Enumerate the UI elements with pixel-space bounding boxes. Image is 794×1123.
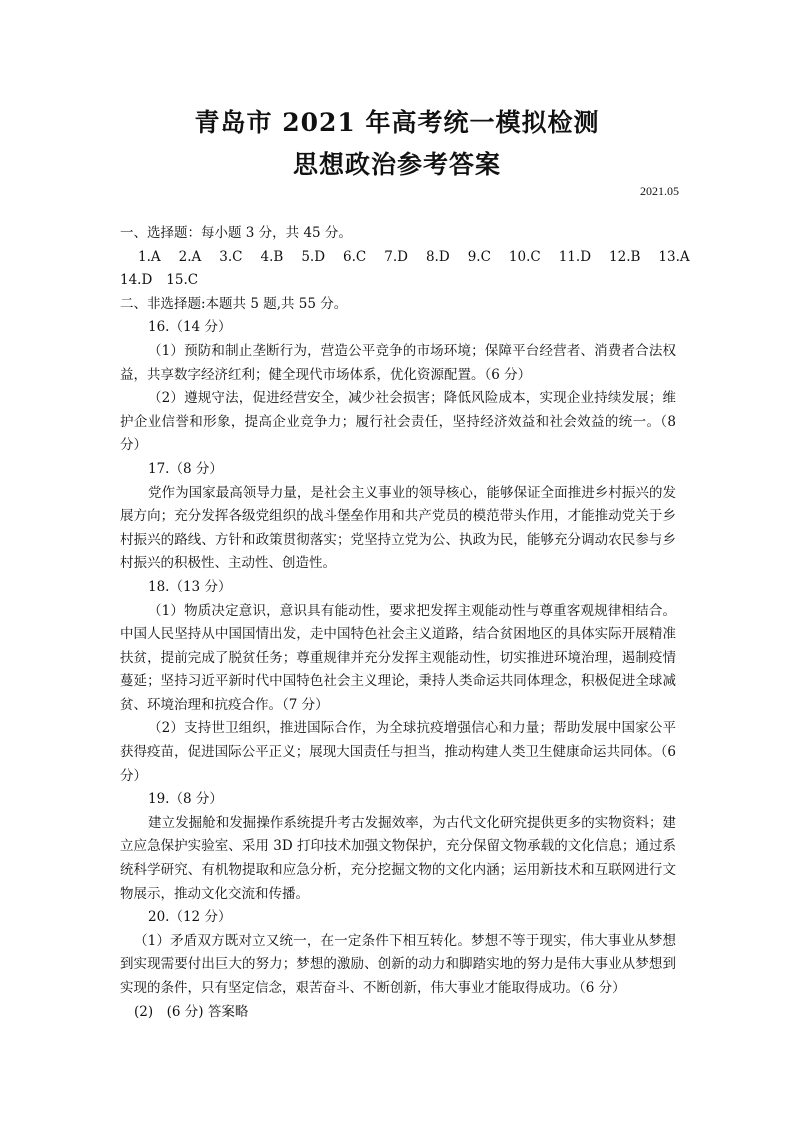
- q18-heading: 18.（13 分）: [148, 578, 232, 595]
- answer-item: 11.D: [558, 248, 592, 265]
- answer-item: 2.A: [178, 248, 202, 265]
- section2-heading: 二、非选择题:本题共 5 题,共 55 分。: [120, 295, 348, 312]
- answer-item: 15.C: [166, 272, 199, 289]
- answer-item: 3.C: [219, 248, 243, 265]
- q19-heading: 19.（8 分）: [148, 791, 223, 808]
- answer-item: 5.D: [301, 248, 326, 265]
- q17-heading: 17.（8 分）: [148, 460, 223, 477]
- answer-item: 1.A: [138, 248, 161, 265]
- section1-heading: 一、选择题：每小题 3 分，共 45 分。: [120, 225, 352, 241]
- answer-item: 13.A: [658, 248, 690, 265]
- answer-item: 4.B: [260, 248, 284, 265]
- q20-part2: (2) (6 分) 答案略: [134, 1003, 249, 1020]
- answer-item: 10.C: [508, 248, 541, 265]
- q16-heading: 16.（14 分）: [148, 319, 232, 336]
- q19-answer: 建立发掘舱和发掘操作系统提升考古发掘效率，为古代文化研究提供更多的实物资料；建立应急保护实验室、采用 3D 打印技术加强文物保护，充分保留文物承载的文化信息；通过系统科学研究、有机物提取和应急分析，充分挖掘文物的文化内涵；运用新技术和互联网进行文物展示，推动文化交流和传播。: [120, 814, 676, 902]
- answer-item: 9.C: [467, 248, 491, 265]
- q16-part1: （1）预防和制止垄断行为，营造公平竞争的市场环境；保障平台经营者、消费者合法权益，共享数字经济红利；健全现代市场体系，优化资源配置。（6 分）: [120, 342, 676, 383]
- q20-heading: 20.（12 分）: [148, 909, 232, 926]
- answer-item: 12.B: [609, 248, 641, 265]
- q18-part1: （1）物质决定意识，意识具有能动性，要求把发挥主观能动性与尊重客观规律相结合。中国人民坚持从中国国情出发，走中国特色社会主义道路，结合贫困地区的具体实际开展精准扶贫，提前完成了脱贫任务；尊重规律并充分发挥主观能动性，切实推进环境治理，遏制疫情蔓延；坚持习近平新时代中国特色社会主义理论，秉持人类命运共同体理念，积极促进全球减贫、环境治理和抗疫合作。（7 分）: [120, 602, 676, 713]
- q20-part1: （1）矛盾双方既对立又统一，在一定条件下相互转化。梦想不等于现实，伟大事业从梦想到实现需要付出巨大的努力；梦想的激励、创新的动力和脚踏实地的努力是伟大事业从梦想到实现的条件，只有坚定信念，艰苦奋斗、不断创新，伟大事业才能取得成功。（6 分）: [120, 932, 676, 996]
- q18-part2: （2）支持世卫组织，推进国际合作，为全球抗疫增强信心和力量；帮助发展中国家公平获得疫苗，促进国际公平正义；展现大国责任与担当，推动构建人类卫生健康命运共同体。（6 分）: [120, 720, 676, 784]
- answer-item: 8.D: [425, 248, 450, 265]
- answer-key-line-2: [120, 269, 676, 293]
- q16-part2: （2）遵规守法，促进经营安全，减少社会损害；降低风险成本，实现企业持续发展；维护企业信誉和形象，提高企业竞争力；履行社会责任，坚持经济效益和社会效益的统一。（8 分）: [120, 390, 676, 454]
- answer-key-line-1: [120, 246, 690, 270]
- answer-item: 14.D: [120, 272, 153, 289]
- q17-answer: 党作为国家最高领导力量，是社会主义事业的领导核心，能够保证全面推进乡村振兴的发展方向；充分发挥各级党组织的战斗堡垒作用和共产党员的模范带头作用，才能推动党关于乡村振兴的路线、方针和政策贯彻落实；党坚持立党为公、执政为民，能够充分调动农民参与乡村振兴的积极性、主动性、创造性。: [120, 484, 676, 572]
- answer-item: 7.D: [384, 248, 408, 265]
- page-title: 青岛市 2021 年高考统一模拟检测: [194, 108, 600, 137]
- answer-body: [120, 222, 690, 1024]
- page-subtitle: 思想政治参考答案: [292, 150, 501, 179]
- document-date: 2021.05: [640, 184, 679, 198]
- answer-item: 6.C: [343, 248, 367, 265]
